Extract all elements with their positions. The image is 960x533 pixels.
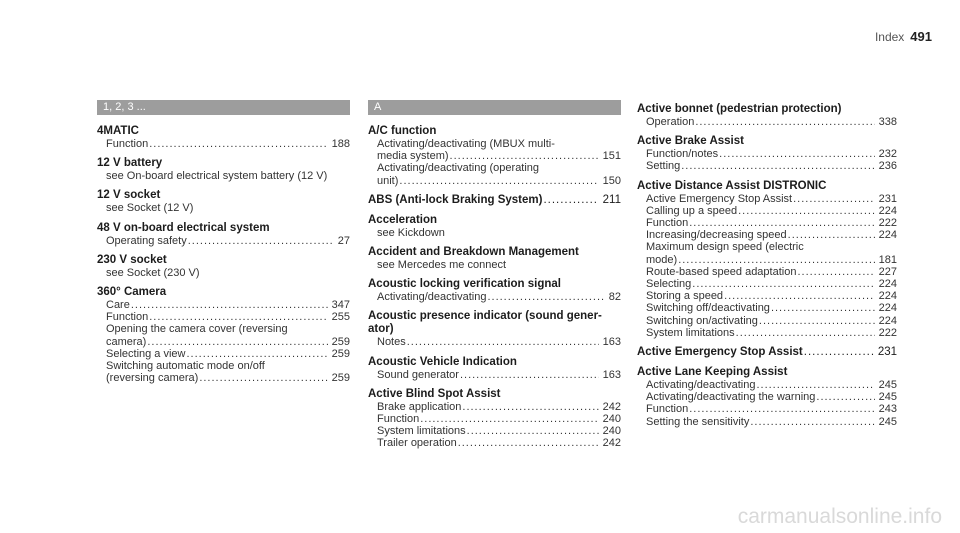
index-entry bbox=[368, 246, 621, 271]
leader-dots bbox=[736, 327, 875, 339]
sub-entry-text: media system) bbox=[377, 150, 449, 163]
sub-entry-text: camera) bbox=[106, 335, 147, 348]
sub-entry bbox=[97, 299, 350, 311]
page-ref: 259 bbox=[331, 372, 350, 385]
page-ref: 27 bbox=[337, 234, 350, 247]
page-ref: 259 bbox=[331, 347, 350, 360]
sub-entry-text: System limitations bbox=[646, 326, 735, 339]
entry-heading: 360° Camera bbox=[97, 286, 167, 299]
index-entry bbox=[368, 214, 621, 239]
sub-entry-text: Increasing/decreasing speed bbox=[646, 229, 787, 242]
leader-dots bbox=[149, 311, 327, 323]
index-entry bbox=[368, 194, 621, 207]
index-entry bbox=[97, 157, 350, 182]
leader-dots bbox=[467, 425, 599, 437]
sub-entry bbox=[368, 291, 621, 303]
sub-entry-text: Switching off/deactivating bbox=[646, 302, 770, 315]
sub-entry: Activating/deactivating (MBUX multi- bbox=[377, 138, 555, 150]
index-column-2 bbox=[368, 100, 621, 457]
leader-dots bbox=[759, 315, 875, 327]
watermark: carmanualsonline.info bbox=[737, 505, 942, 528]
leader-dots bbox=[804, 346, 874, 359]
sub-entry-text: Function bbox=[646, 403, 689, 416]
page-ref: 347 bbox=[331, 299, 350, 312]
entry-heading: 12 V battery bbox=[97, 157, 163, 170]
leader-dots bbox=[756, 379, 874, 391]
index-entry bbox=[637, 135, 897, 172]
sub-entry bbox=[637, 148, 897, 160]
sub-entry-text: Trailer operation bbox=[377, 437, 457, 450]
leader-dots bbox=[689, 217, 874, 229]
leader-dots bbox=[816, 391, 874, 403]
sub-entry-text: Storing a speed bbox=[646, 290, 724, 303]
sub-entry bbox=[637, 266, 897, 278]
leader-dots bbox=[487, 291, 604, 303]
sub-entry bbox=[368, 150, 621, 162]
sub-entry-text: Function bbox=[106, 138, 149, 150]
leader-dots bbox=[793, 193, 875, 205]
page-ref: 227 bbox=[878, 265, 897, 278]
entry-heading: Active Blind Spot Assist bbox=[368, 387, 501, 400]
page-ref: 150 bbox=[602, 174, 621, 187]
page-ref: 224 bbox=[878, 290, 897, 303]
page-ref: 224 bbox=[878, 302, 897, 315]
sub-entry-text: Active Emergency Stop Assist bbox=[646, 192, 793, 205]
sub-entry bbox=[368, 369, 621, 381]
entry-heading: 4MATIC bbox=[97, 125, 139, 137]
index-column-1 bbox=[97, 100, 350, 391]
letter-heading: A bbox=[368, 100, 621, 115]
section-title: Index bbox=[874, 30, 905, 44]
page-ref: 224 bbox=[878, 229, 897, 242]
sub-entry-text: Brake application bbox=[377, 400, 462, 413]
sub-entry-text: Switching on/activating bbox=[646, 314, 758, 327]
sub-entry-text: Route-based speed adaptation bbox=[646, 265, 797, 278]
sub-entry-text: (reversing camera) bbox=[106, 372, 199, 385]
sub-entry bbox=[637, 391, 897, 403]
page-ref: 259 bbox=[331, 335, 350, 348]
sub-entry bbox=[637, 217, 897, 229]
page-ref: 242 bbox=[602, 400, 621, 413]
page-ref: 82 bbox=[608, 291, 621, 304]
page-ref: 232 bbox=[878, 148, 897, 161]
sub-entry-text: Notes bbox=[377, 336, 406, 349]
page-ref: 255 bbox=[331, 311, 350, 324]
leader-dots bbox=[692, 278, 874, 290]
leader-dots bbox=[187, 348, 328, 360]
entry-heading-text: Active Emergency Stop Assist bbox=[637, 346, 803, 359]
page-ref: 222 bbox=[878, 217, 897, 230]
index-entry bbox=[97, 189, 350, 214]
index-entry bbox=[368, 356, 621, 381]
sub-entry bbox=[97, 336, 350, 348]
page-ref: 245 bbox=[878, 379, 897, 392]
sub-entry bbox=[368, 401, 621, 413]
leader-dots bbox=[450, 150, 599, 162]
entry-heading: 48 V on-board electrical system bbox=[97, 221, 270, 234]
leader-dots bbox=[738, 205, 875, 217]
page-ref: 224 bbox=[878, 314, 897, 327]
sub-entry: see Socket (230 V) bbox=[106, 266, 200, 279]
page-ref: 222 bbox=[878, 326, 897, 339]
index-entry bbox=[97, 254, 350, 279]
sub-entry bbox=[637, 278, 897, 290]
sub-entry-text: System limitations bbox=[377, 425, 466, 438]
page-ref: 181 bbox=[878, 253, 897, 266]
page-ref: 242 bbox=[602, 437, 621, 450]
index-entry bbox=[97, 286, 350, 384]
entry-heading: A/C function bbox=[368, 125, 437, 137]
entry-heading bbox=[368, 194, 621, 207]
sub-entry-text: mode) bbox=[646, 253, 678, 266]
sub-entry bbox=[637, 290, 897, 302]
leader-dots bbox=[788, 229, 875, 241]
sub-entry-text: Function bbox=[377, 413, 420, 426]
entry-heading: Acoustic presence indicator (sound gener- bbox=[368, 310, 602, 323]
entry-heading-cont: ator) bbox=[368, 323, 394, 336]
page-ref: 211 bbox=[602, 193, 621, 206]
sub-entry: Opening the camera cover (reversing bbox=[106, 323, 288, 336]
sub-entry bbox=[637, 254, 897, 266]
sub-entry bbox=[368, 425, 621, 437]
sub-entry-text: Operating safety bbox=[106, 234, 187, 247]
sub-entry bbox=[97, 311, 350, 323]
page-ref: 231 bbox=[878, 192, 897, 205]
sub-entry bbox=[637, 229, 897, 241]
sub-entry-text: Activating/deactivating bbox=[646, 379, 756, 392]
sub-entry bbox=[637, 416, 897, 428]
leader-dots bbox=[724, 290, 875, 302]
sub-entry-text: Function bbox=[646, 217, 689, 230]
index-entry bbox=[637, 366, 897, 428]
leader-dots bbox=[147, 336, 327, 348]
entry-heading bbox=[637, 346, 897, 359]
page-ref: 163 bbox=[602, 336, 621, 349]
index-entry bbox=[637, 180, 897, 339]
leader-dots bbox=[750, 416, 874, 428]
entry-heading: Active Distance Assist DISTRONIC bbox=[637, 179, 827, 192]
leader-dots bbox=[399, 175, 598, 187]
sub-entry bbox=[637, 302, 897, 314]
sub-entry-text: Operation bbox=[646, 116, 695, 128]
leader-dots bbox=[689, 403, 874, 415]
entry-heading: Accident and Breakdown Management bbox=[368, 246, 579, 259]
entry-heading: Active Lane Keeping Assist bbox=[637, 366, 788, 379]
leader-dots bbox=[678, 254, 874, 266]
sub-entry bbox=[637, 116, 897, 128]
index-entry bbox=[97, 125, 350, 150]
leader-dots bbox=[131, 299, 328, 311]
page-ref: 224 bbox=[878, 278, 897, 291]
index-entry bbox=[368, 125, 621, 187]
index-entry bbox=[97, 222, 350, 247]
entry-heading: Active bonnet (pedestrian protection) bbox=[637, 103, 842, 115]
sub-entry bbox=[637, 327, 897, 339]
sub-entry-text: unit) bbox=[377, 174, 399, 187]
leader-dots bbox=[188, 235, 334, 247]
leader-dots bbox=[695, 116, 874, 128]
leader-dots bbox=[458, 437, 599, 449]
page-ref: 236 bbox=[878, 160, 897, 173]
sub-entry-text: Selecting bbox=[646, 278, 692, 291]
sub-entry-text: Activating/deactivating bbox=[377, 291, 487, 304]
sub-entry: Maximum design speed (electric bbox=[646, 241, 804, 254]
sub-entry-text: Sound generator bbox=[377, 368, 459, 381]
sub-entry bbox=[97, 235, 350, 247]
page-ref: 245 bbox=[878, 391, 897, 404]
page-ref: 240 bbox=[602, 413, 621, 426]
index-entry bbox=[368, 278, 621, 303]
page-ref: 243 bbox=[878, 403, 897, 416]
entry-heading: Acceleration bbox=[368, 213, 438, 226]
index-column-3 bbox=[637, 103, 897, 435]
sub-entry bbox=[97, 138, 350, 150]
leader-dots bbox=[460, 369, 599, 381]
sub-entry bbox=[637, 379, 897, 391]
index-entry bbox=[637, 346, 897, 359]
page-ref: 224 bbox=[878, 204, 897, 217]
index-entry bbox=[637, 103, 897, 128]
sub-entry bbox=[637, 315, 897, 327]
entry-heading: 230 V socket bbox=[97, 253, 167, 266]
sub-entry-text: Care bbox=[106, 299, 130, 312]
entry-heading: Active Brake Assist bbox=[637, 135, 744, 148]
sub-entry-text: Function bbox=[106, 311, 149, 324]
sub-entry bbox=[97, 372, 350, 384]
sub-entry-text: Selecting a view bbox=[106, 347, 186, 360]
leader-dots bbox=[407, 336, 599, 348]
page-ref: 163 bbox=[602, 368, 621, 381]
sub-entry bbox=[637, 403, 897, 415]
sub-entry: see On-board electrical system battery (12 V) bbox=[106, 170, 328, 183]
sub-entry: Switching automatic mode on/off bbox=[106, 360, 265, 373]
leader-dots bbox=[719, 148, 874, 160]
leader-dots bbox=[681, 160, 874, 172]
entry-heading: Acoustic locking verification signal bbox=[368, 278, 561, 291]
leader-dots bbox=[771, 302, 875, 314]
sub-entry bbox=[97, 348, 350, 360]
letter-heading: 1, 2, 3 ... bbox=[97, 100, 350, 115]
leader-dots bbox=[420, 413, 598, 425]
page-ref: 188 bbox=[331, 138, 350, 150]
sub-entry bbox=[368, 437, 621, 449]
leader-dots bbox=[149, 138, 327, 150]
sub-entry-text: Setting bbox=[646, 160, 681, 173]
sub-entry bbox=[637, 193, 897, 205]
leader-dots bbox=[797, 266, 874, 278]
page-header bbox=[875, 29, 932, 44]
leader-dots bbox=[462, 401, 598, 413]
entry-heading: 12 V socket bbox=[97, 189, 161, 202]
sub-entry bbox=[368, 336, 621, 348]
sub-entry bbox=[637, 205, 897, 217]
sub-entry: see Socket (12 V) bbox=[106, 202, 194, 215]
sub-entry-text: Activating/deactivating the warning bbox=[646, 391, 816, 404]
sub-entry bbox=[637, 160, 897, 172]
sub-entry bbox=[368, 175, 621, 187]
page-ref: 245 bbox=[878, 415, 897, 428]
sub-entry: see Kickdown bbox=[377, 226, 445, 239]
sub-entry-text: Function/notes bbox=[646, 148, 719, 161]
entry-heading: Acoustic Vehicle Indication bbox=[368, 355, 517, 368]
entry-heading-text: ABS (Anti-lock Braking System) bbox=[368, 193, 543, 206]
page-ref: 240 bbox=[602, 425, 621, 438]
index-entry bbox=[368, 388, 621, 450]
page-ref: 231 bbox=[877, 346, 897, 359]
sub-entry: see Mercedes me connect bbox=[377, 259, 507, 272]
page-ref: 338 bbox=[878, 116, 897, 128]
sub-entry-text: Setting the sensitivity bbox=[646, 415, 750, 428]
sub-entry-text: Calling up a speed bbox=[646, 204, 738, 217]
leader-dots bbox=[199, 372, 327, 384]
page-ref: 151 bbox=[602, 150, 621, 163]
page-number: 491 bbox=[910, 29, 932, 44]
leader-dots bbox=[543, 194, 598, 207]
sub-entry bbox=[368, 413, 621, 425]
index-entry bbox=[368, 310, 621, 348]
sub-entry: Activating/deactivating (operating bbox=[377, 162, 540, 175]
